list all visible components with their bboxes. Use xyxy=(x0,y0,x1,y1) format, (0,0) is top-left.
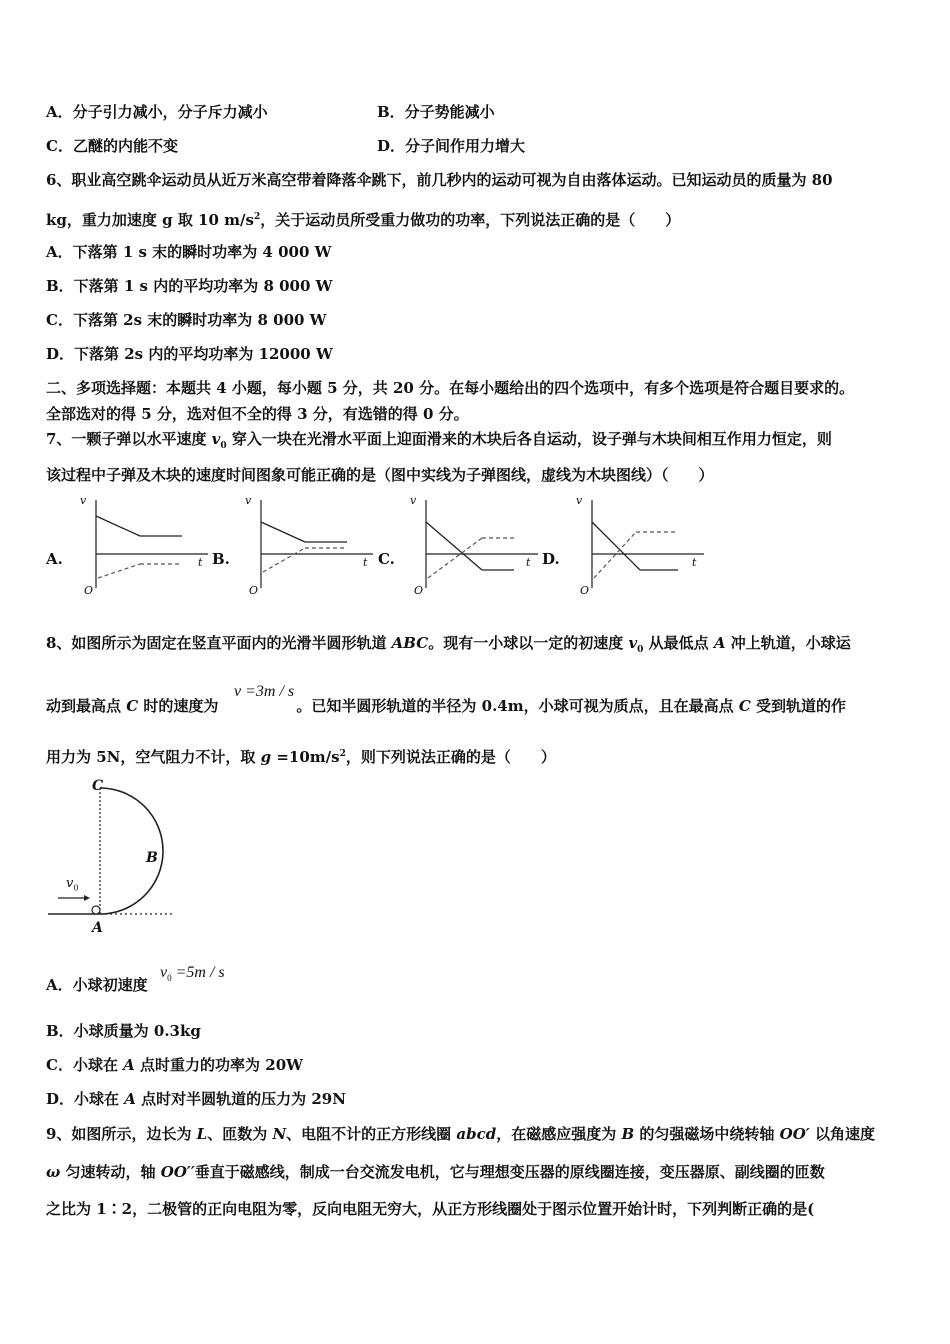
q7-graph-a-t-axis-label: t xyxy=(198,556,203,569)
q8-point-a-label: A xyxy=(92,920,103,936)
q9-stem-line2: ω 匀速转动，轴 OO′′垂直于磁感线，制成一台交流发电机，它与理想变压器的原线圈连接，变压器原、副线圈的匝数 xyxy=(46,1163,825,1181)
q7-graph-b-origin-label: O xyxy=(249,584,259,597)
q7-graph-c-t-axis-label: t xyxy=(526,556,531,569)
q5-option-d: D．分子间作用力增大 xyxy=(377,137,526,155)
q7-graph-c xyxy=(402,492,542,602)
q6-option-b: B．下落第 1 s 内的平均功率为 8 000 W xyxy=(46,277,333,295)
q7-graph-b xyxy=(237,492,377,602)
q6-option-c: C．下落第 2s 末的瞬时功率为 8 000 W xyxy=(46,311,327,329)
q5-option-b: B．分子势能减小 xyxy=(377,103,495,121)
q8-option-a: A．小球初速度 xyxy=(46,976,148,994)
q6-stem-line1: 6、职业高空跳伞运动员从近万米高空带着降落伞跳下，前几秒内的运动可视为自由落体运动。已知运动员的质量为 80 xyxy=(46,171,833,189)
q7-graph-c-origin-label: O xyxy=(414,584,424,597)
q8-v0-label: $v_0$ xyxy=(66,876,79,893)
q7-graph-d-t-axis-label: t xyxy=(692,556,697,569)
q7-graph-d-origin-label: O xyxy=(580,584,590,597)
q7-graph-a xyxy=(72,492,212,602)
q8-stem-line1: 8、如图所示为固定在竖直平面内的光滑半圆形轨道 ABC。现有一小球以一定的初速度 $v_0$ 从最低点 A 冲上轨道，小球运 xyxy=(46,634,851,655)
q8-stem-line2: 动到最高点 C 时的速度为 。已知半圆形轨道的半径为 0.4m，小球可视为质点，且在最高点 C 受到轨道的作 xyxy=(46,697,847,715)
q6-option-d: D．下落第 2s 内的平均功率为 12000 W xyxy=(46,345,333,363)
section2-heading-line1: 二、多项选择题：本题共 4 小题，每小题 5 分，共 20 分。在每小题给出的四个选项中，有多个选项是符合题目要求的。 xyxy=(46,379,855,397)
q5-option-c: C．乙醚的内能不变 xyxy=(46,137,178,155)
q7-graph-d xyxy=(568,492,708,602)
q7-graph-a-v-axis-label: v xyxy=(80,494,87,507)
q9-stem-line1: 9、如图所示，边长为 L、匝数为 N、电阻不计的正方形线圈 abcd，在磁感应强度为 B 的匀强磁场中绕转轴 OO′ 以角速度 xyxy=(46,1125,875,1143)
q8-velocity-equation: v =3m / s xyxy=(234,683,295,700)
q7-graph-a-origin-label: O xyxy=(84,584,94,597)
q9-stem-line3: 之比为 1∶2，二极管的正向电阻为零，反向电阻无穷大，从正方形线圈处于图示位置开始计时，下列判断正确的是( xyxy=(46,1200,815,1218)
section2-heading-line2: 全部选对的得 5 分，选对但不全的得 3 分，有选错的得 0 分。 xyxy=(46,405,469,423)
q7-graph-d-label: D. xyxy=(542,550,560,568)
q8-option-a-equation: $v_0 =5m / s$ xyxy=(160,964,225,984)
q8-track-figure xyxy=(44,776,184,936)
q7-stem-line2: 该过程中子弹及木块的速度时间图象可能正确的是（图中实线为子弹图线，虚线为木块图线）（ ） xyxy=(46,466,714,484)
q7-graph-c-label: C. xyxy=(378,550,395,568)
q7-graph-b-v-axis-label: v xyxy=(245,494,252,507)
q5-option-a: A．分子引力减小，分子斥力减小 xyxy=(46,103,268,121)
q6-stem-line2: kg，重力加速度 g 取 10 $m/s^2$，关于运动员所受重力做功的功率，下列说法正确的是（ ） xyxy=(46,211,681,229)
q8-point-b-label: B xyxy=(146,850,158,866)
q8-option-b: B．小球质量为 0.3kg xyxy=(46,1022,201,1040)
q7-graph-b-t-axis-label: t xyxy=(363,556,368,569)
q7-graph-b-label: B. xyxy=(212,550,230,568)
q8-option-c: C．小球在 A 点时重力的功率为 20W xyxy=(46,1056,303,1074)
q7-graph-d-v-axis-label: v xyxy=(576,494,583,507)
q8-stem-line3: 用力为 5N，空气阻力不计，取 $g =10m/s^2$，则下列说法正确的是（ ） xyxy=(46,748,556,766)
q8-point-c-label: C xyxy=(92,778,104,794)
q7-graph-a-label: A. xyxy=(46,550,63,568)
q8-option-d: D．小球在 A 点时对半圆轨道的压力为 29N xyxy=(46,1090,346,1108)
q6-option-a: A．下落第 1 s 末的瞬时功率为 4 000 W xyxy=(46,243,332,261)
q7-stem-line1: 7、一颗子弹以水平速度 $v_0$ 穿入一块在光滑水平面上迎面滑来的木块后各自运动，设子弹与木块间相互作用力恒定，则 xyxy=(46,430,832,451)
q7-graph-c-v-axis-label: v xyxy=(410,494,417,507)
